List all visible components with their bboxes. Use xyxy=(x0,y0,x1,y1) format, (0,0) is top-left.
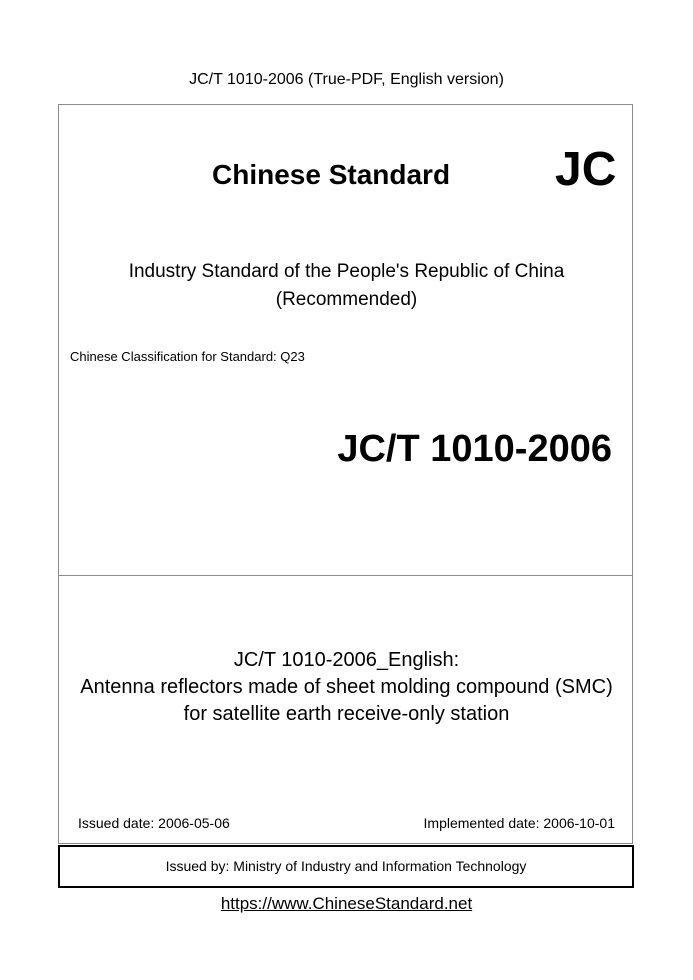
implemented-date: Implemented date: 2006-10-01 xyxy=(423,815,615,831)
industry-line: Industry Standard of the People's Republic of China xyxy=(128,261,565,282)
page-header: JC/T 1010-2006 (True-PDF, English version) xyxy=(189,71,504,88)
standard-number: JC/T 1010-2006 xyxy=(337,428,612,470)
title-line-code: JC/T 1010-2006_English: xyxy=(233,649,460,671)
standard-code-logo: JC xyxy=(555,143,617,196)
footer xyxy=(0,893,693,915)
issuer-label: Issued by: Ministry of Industry and Information Technology xyxy=(165,858,527,874)
standard-heading: Chinese Standard xyxy=(212,159,451,190)
title-line-sub: for satellite earth receive-only station xyxy=(183,703,510,725)
document-title xyxy=(0,647,693,728)
title-line-main: Antenna reflectors made of sheet molding compound (SMC) xyxy=(80,676,613,698)
issued-date: Issued date: 2006-05-06 xyxy=(78,815,230,831)
website-link[interactable]: https://www.ChineseStandard.net xyxy=(220,894,473,913)
industry-statement xyxy=(0,258,693,314)
frame-divider xyxy=(59,575,632,576)
cover-frame xyxy=(58,104,633,844)
recommended-line: (Recommended) xyxy=(275,289,418,310)
issuer-box xyxy=(58,845,634,888)
classification-label: Chinese Classification for Standard: Q23 xyxy=(70,349,305,364)
